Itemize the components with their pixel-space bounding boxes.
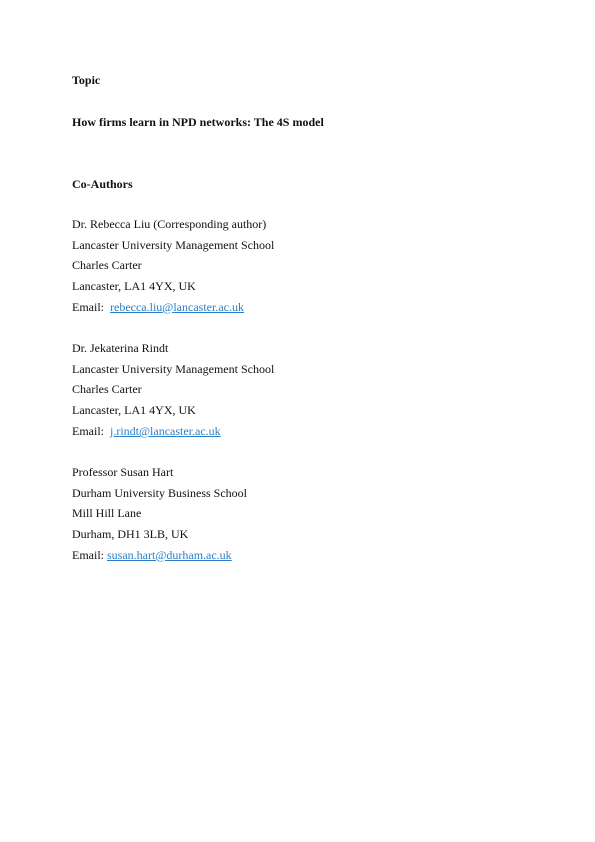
author-affiliation: Durham University Business School — [72, 485, 247, 500]
author-address: Durham, DH1 3LB, UK — [72, 527, 189, 542]
author-block-2 — [72, 338, 274, 441]
author-building: Charles Carter — [72, 382, 142, 397]
author-building: Mill Hill Lane — [72, 506, 142, 521]
author-address: Lancaster, LA1 4YX, UK — [72, 279, 196, 294]
coauthors-heading: Co-Authors — [72, 177, 133, 191]
email-label: Email: — [72, 299, 104, 314]
email-label: Email: — [72, 423, 104, 438]
author-building: Charles Carter — [72, 258, 142, 273]
author-email-line — [72, 421, 274, 442]
paper-title: How firms learn in NPD networks: The 4S model — [72, 115, 324, 129]
author-name: Professor Susan Hart — [72, 465, 174, 479]
author-affiliation: Lancaster University Management School — [72, 361, 275, 376]
author-name: Dr. Jekaterina Rindt — [72, 341, 169, 355]
email-link[interactable]: j.rindt@lancaster.ac.uk — [110, 423, 221, 438]
email-link[interactable]: susan.hart@durham.ac.uk — [107, 547, 232, 562]
author-name: Dr. Rebecca Liu (Corresponding author) — [72, 217, 267, 231]
topic-heading: Topic — [72, 73, 101, 87]
author-block-1 — [72, 214, 274, 317]
author-block-3 — [72, 462, 247, 565]
author-email-line — [72, 545, 247, 566]
author-affiliation: Lancaster University Management School — [72, 237, 275, 252]
email-link[interactable]: rebecca.liu@lancaster.ac.uk — [110, 299, 244, 314]
author-address: Lancaster, LA1 4YX, UK — [72, 403, 196, 418]
author-email-line — [72, 297, 274, 318]
email-label: Email: — [72, 547, 104, 562]
